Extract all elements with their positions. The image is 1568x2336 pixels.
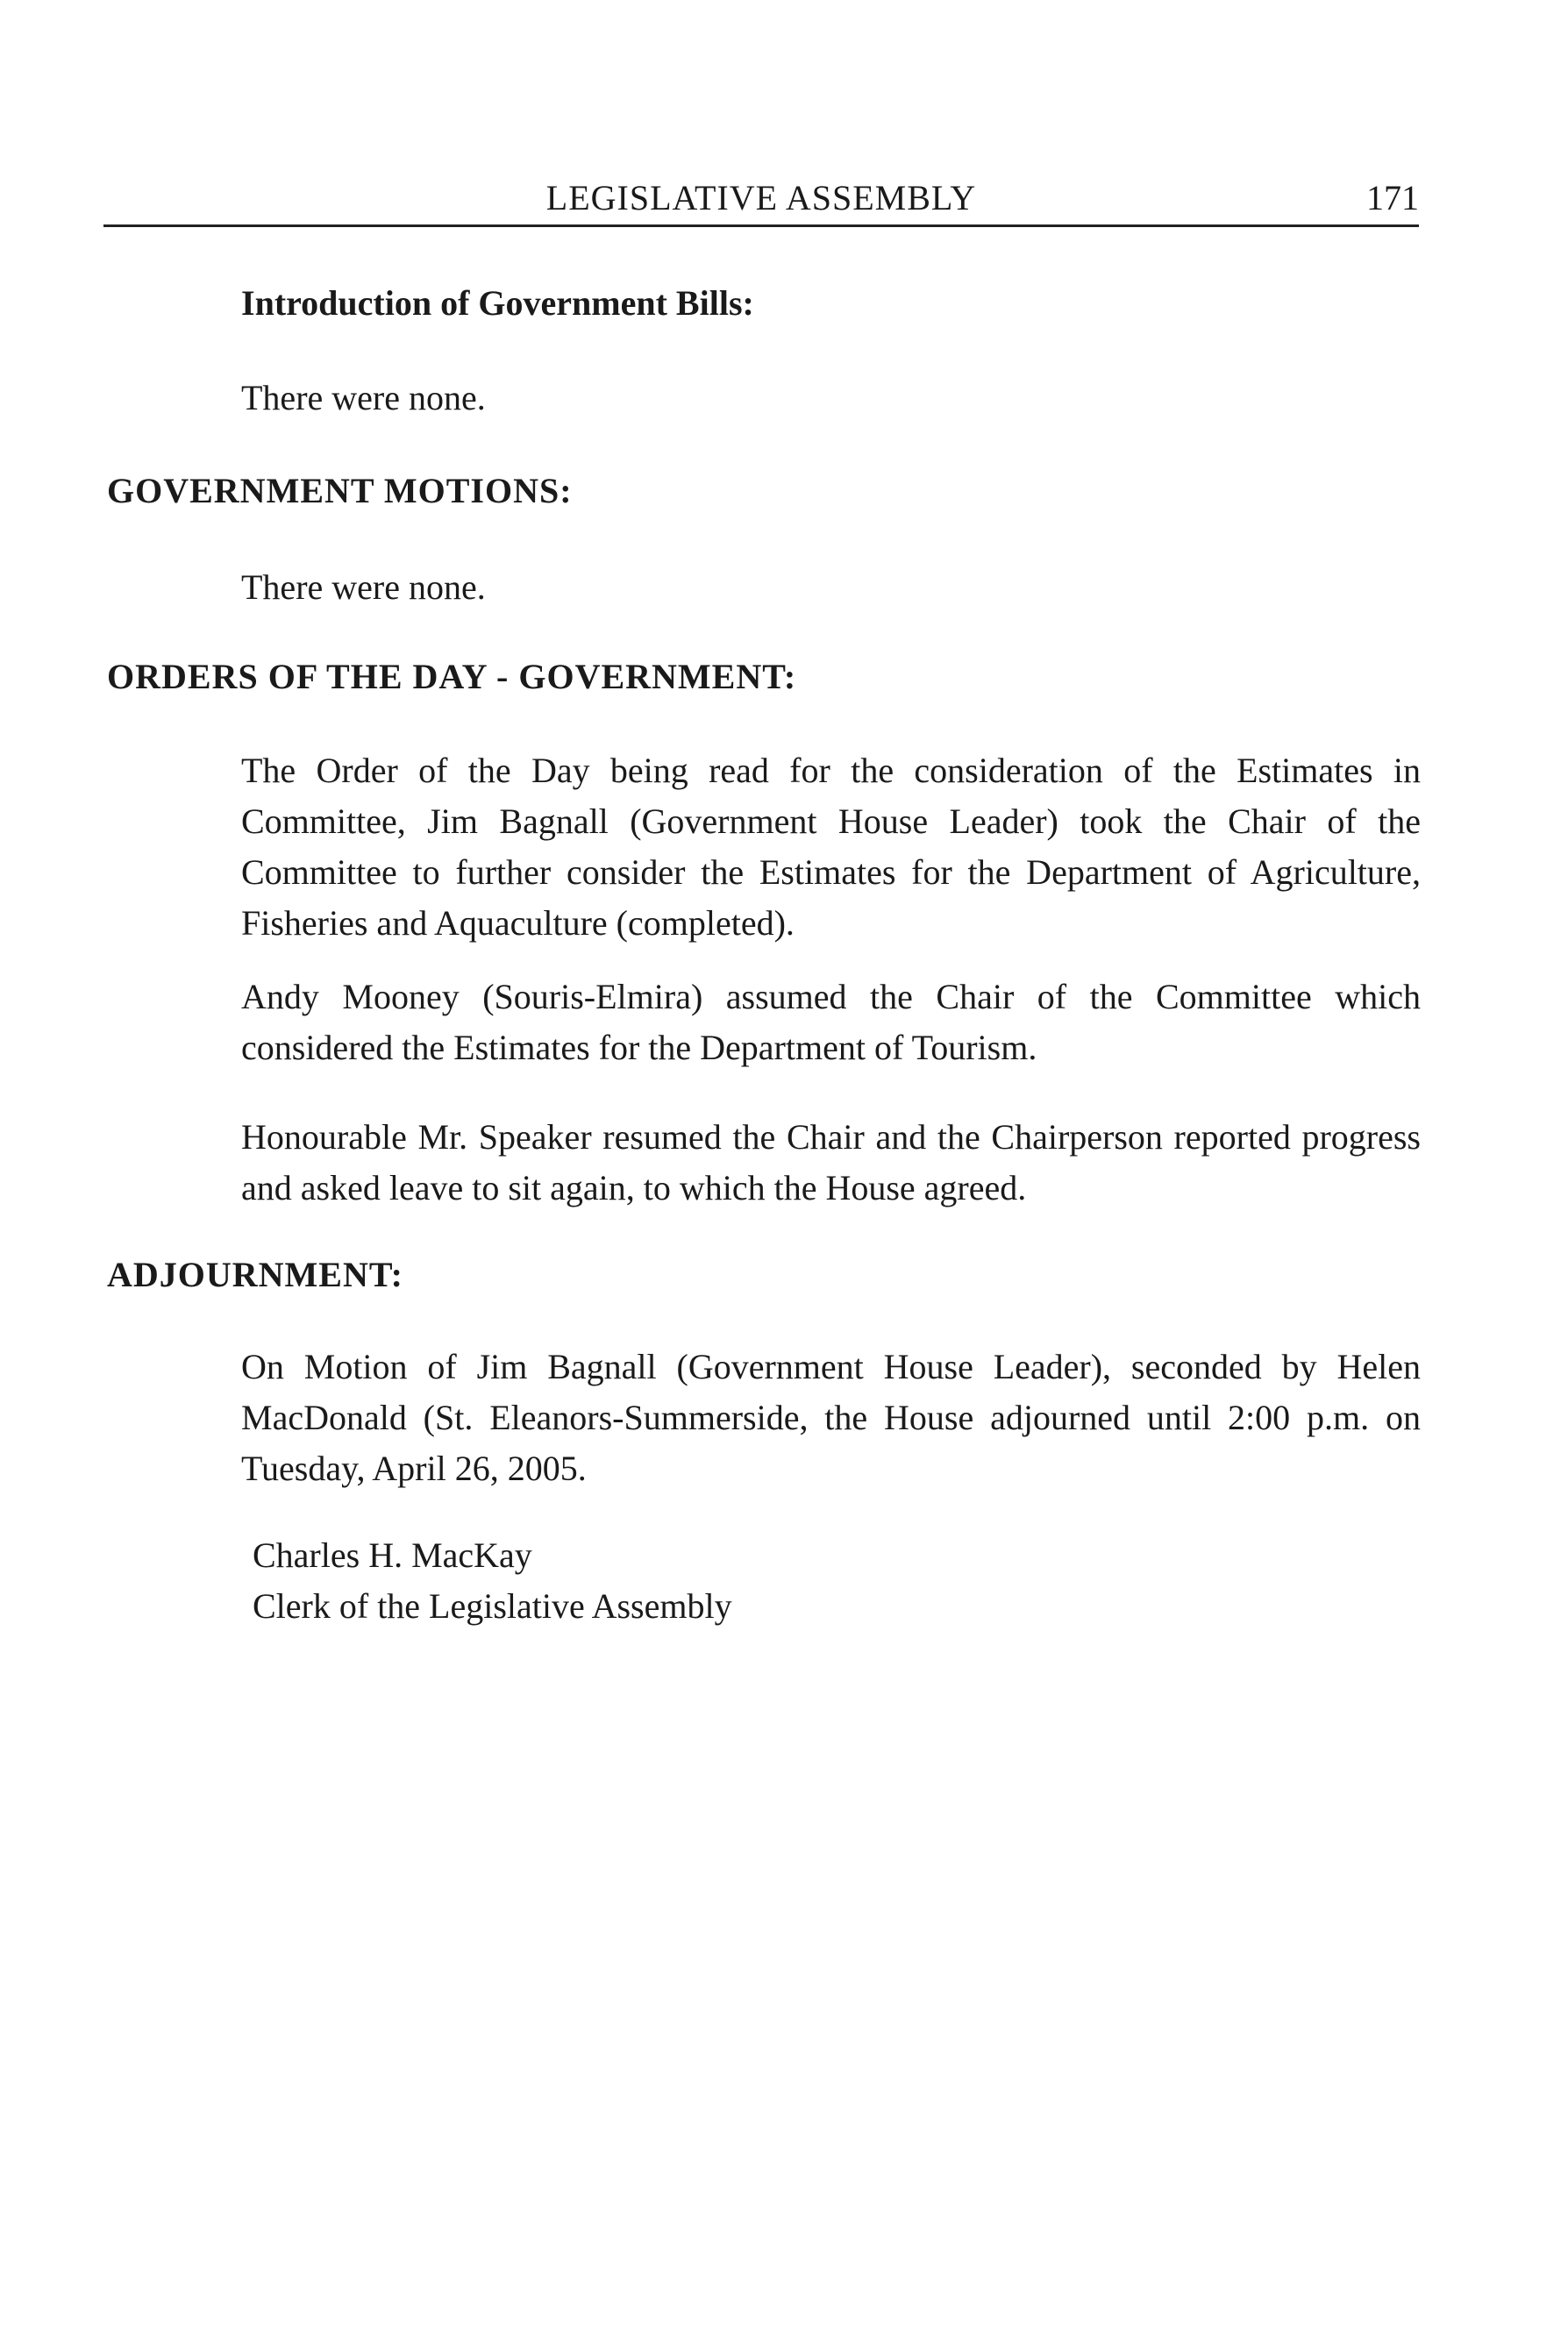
adjournment-body: On Motion of Jim Bagnall (Government House Leader), seconded by Helen MacDonald (St. Eleanors-Summerside, the House adjourned until 2:00 p.m. on Tuesday, April 26, 2005. — [241, 1347, 1421, 1488]
signature-name: Charles H. MacKay — [253, 1535, 532, 1575]
signature-title: Clerk of the Legislative Assembly — [253, 1586, 732, 1626]
heading-intro-bills: Introduction of Government Bills: — [241, 283, 754, 323]
intro-bills-body: There were none. — [241, 378, 486, 417]
heading-adjournment: ADJOURNMENT: — [107, 1255, 403, 1294]
orders-paragraph-2: Andy Mooney (Souris-Elmira) assumed the Chair of the Committee which considered the Estimates for the Department of Tourism. — [241, 977, 1421, 1067]
heading-orders-of-the-day: ORDERS OF THE DAY - GOVERNMENT: — [107, 657, 797, 696]
government-motions-body: There were none. — [241, 567, 486, 607]
heading-government-motions: GOVERNMENT MOTIONS: — [107, 471, 573, 510]
page-number: 171 — [1366, 178, 1419, 217]
page-header — [103, 172, 1419, 227]
orders-paragraph-1: The Order of the Day being read for the consideration of the Estimates in Committee, Jim Bagnall (Government House Leader) took the Chair of the Committee to further consider the Estimates for the Department of Agriculture, Fisheries and Aquaculture (completed). — [241, 751, 1421, 943]
orders-paragraph-3: Honourable Mr. Speaker resumed the Chair and the Chairperson reported progress and asked leave to sit again, to which the House agreed. — [241, 1117, 1421, 1207]
header-title: LEGISLATIVE ASSEMBLY — [545, 178, 977, 217]
